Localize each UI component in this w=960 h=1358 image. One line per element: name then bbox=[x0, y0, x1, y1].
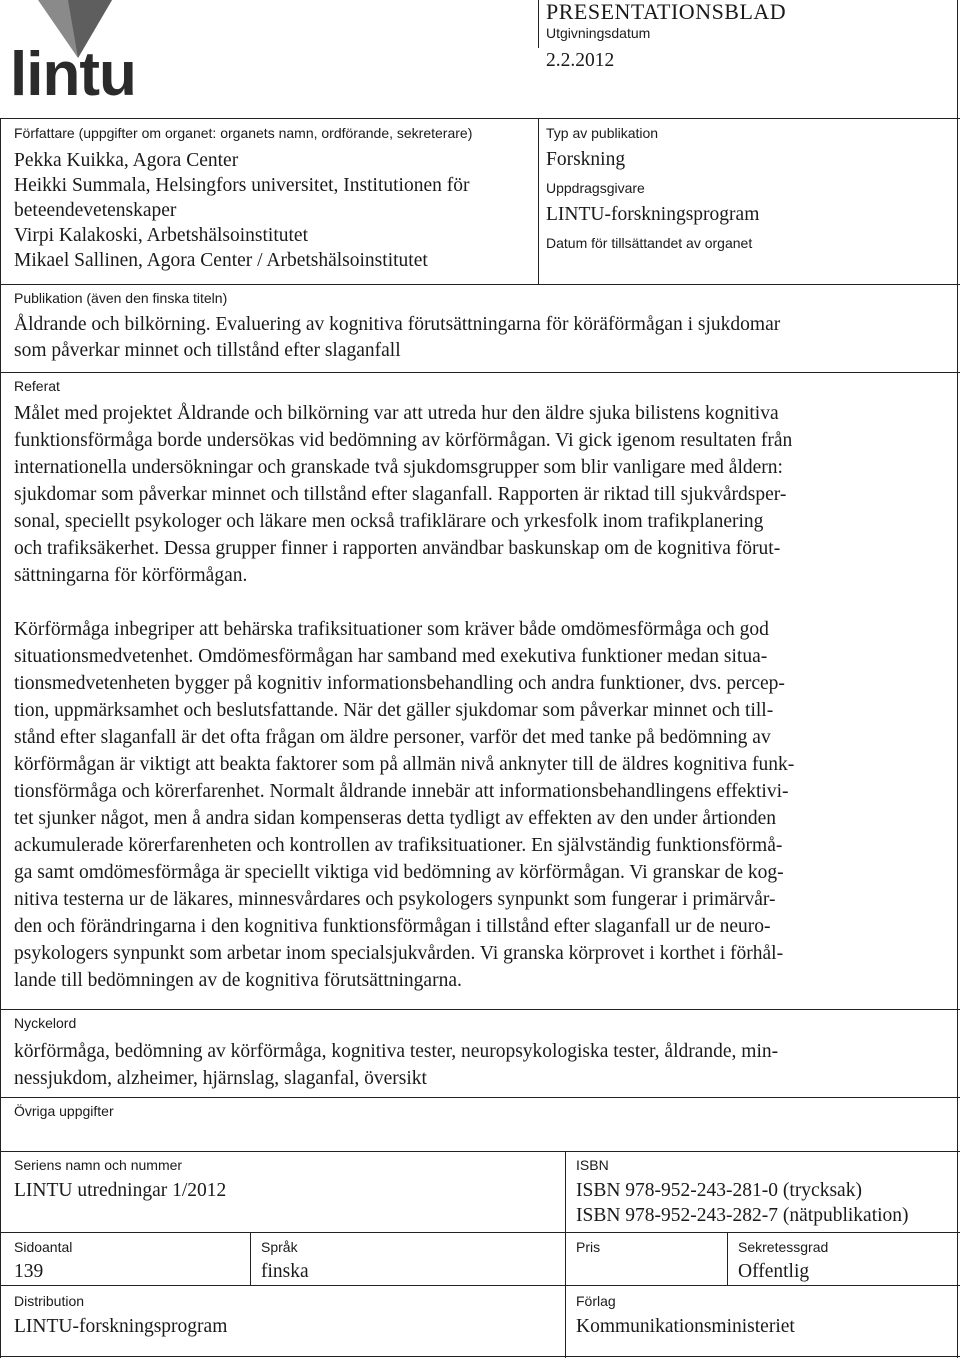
border-right bbox=[957, 0, 958, 1358]
language-value: finska bbox=[261, 1261, 309, 1282]
secrecy-value: Offentlig bbox=[738, 1261, 810, 1282]
abstract-line: Körförmåga inbegriper att behärska trafiksituationer som kräver både omdömesförmåga och god bbox=[14, 619, 769, 640]
issue-date-value: 2.2.2012 bbox=[546, 50, 615, 71]
rule-other bbox=[0, 1151, 960, 1152]
distribution-label: Distribution bbox=[14, 1293, 85, 1309]
rule-abstract bbox=[0, 1009, 960, 1010]
keywords-line: körförmåga, bedömning av körförmåga, kognitiva tester, neuropsykologiska tester, åldrande, min- bbox=[14, 1041, 779, 1062]
authors-divider bbox=[538, 118, 539, 284]
issue-date-label: Utgivningsdatum bbox=[546, 25, 651, 41]
publication-title bbox=[14, 312, 780, 364]
other-info-label: Övriga uppgifter bbox=[14, 1103, 114, 1119]
rule-pages bbox=[0, 1285, 960, 1286]
abstract-paragraph-1 bbox=[14, 400, 792, 589]
series-divider bbox=[565, 1151, 566, 1358]
publication-type-label: Typ av publikation bbox=[546, 125, 659, 141]
keywords-text bbox=[14, 1038, 778, 1092]
publication-title-line: Åldrande och bilkörning. Evaluering av kognitiva förutsättningarna för köräförmågan i sjukdomar bbox=[14, 314, 781, 335]
abstract-line: situationsmedvetenhet. Omdömesförmågan har samband med exekutiva funktioner medan situa- bbox=[14, 646, 768, 667]
abstract-line: den och förändringarna i den kognitiva funktionsförmågan i tillstånd efter slaganfall ur de neuro- bbox=[14, 916, 771, 937]
abstract-line: psykologers synpunkt som arbetar inom specialsjukvården. Vi granska körprovet i korthet i förhål- bbox=[14, 943, 784, 964]
abstract-line: sättningarna för körförmågan. bbox=[14, 565, 248, 586]
pages-value: 139 bbox=[14, 1261, 44, 1282]
publisher-value: Kommunikationsministeriet bbox=[576, 1316, 795, 1337]
abstract-line: funktionsförmåga borde undersökas vid bedömning av körförmågan. Vi gick igenom resultaten från bbox=[14, 430, 793, 451]
language-label: Språk bbox=[261, 1239, 298, 1255]
abstract-line: Målet med projektet Åldrande och bilkörning var att utreda hur den äldre sjuka bilistens kognitiva bbox=[14, 403, 779, 424]
abstract-label: Referat bbox=[14, 378, 60, 394]
document-title: PRESENTATIONSBLAD bbox=[546, 0, 787, 24]
authors-label: Författare (uppgifter om organet: organets namn, ordförande, sekreterare) bbox=[14, 125, 473, 141]
rule-bottom bbox=[0, 1356, 960, 1357]
border-left bbox=[0, 118, 1, 1358]
abstract-line: ackumulerade körerfarenheten och kontrollen av trafiksituationer. En självständig funktionsförmå- bbox=[14, 835, 783, 856]
abstract-line: tion, uppmärksamhet och beslutsfattande. När det gäller sjukdomar som påverkar minnet och till- bbox=[14, 700, 774, 721]
rule-keywords bbox=[0, 1097, 960, 1098]
rule-authors bbox=[0, 284, 960, 285]
abstract-line: ga samt omdömesförmåga är speciellt viktiga vid bedömning av körförmågan. Vi granskar de kog- bbox=[14, 862, 784, 883]
abstract-line: tet sjunker något, men å andra sidan kompenseras detta tydligt av effekten av den under årtionden bbox=[14, 808, 777, 829]
abstract-line: sonal, speciellt psykologer och läkare men också trafiklärare och yrkesfolk inom trafikplanering bbox=[14, 511, 764, 532]
series-value: LINTU utredningar 1/2012 bbox=[14, 1180, 227, 1201]
abstract-line: tionsförmåga och körerfarenhet. Normalt åldrande innebär att informationsbehandlingens effektivi- bbox=[14, 781, 789, 802]
isbn-line: ISBN 978-952-243-282-7 (nätpublikation) bbox=[576, 1205, 909, 1226]
appointment-date-label: Datum för tillsättandet av organet bbox=[546, 235, 753, 251]
lintu-logo bbox=[10, 0, 150, 115]
abstract-line: nitiva testerna ur de läkares, minnesvårdares och psykologers synpunkt som fungerar i primärvår- bbox=[14, 889, 776, 910]
author-line: Virpi Kalakoski, Arbetshälsoinstitutet bbox=[14, 225, 309, 246]
price-divider bbox=[727, 1232, 728, 1285]
secrecy-label: Sekretessgrad bbox=[738, 1239, 829, 1255]
abstract-line: internationella undersökningar och granskade två sjukdomsgrupper som blir vanligare med åldern: bbox=[14, 457, 783, 478]
isbn-label: ISBN bbox=[576, 1157, 609, 1173]
authors-list bbox=[14, 148, 469, 273]
author-line: beteendevetenskaper bbox=[14, 200, 177, 221]
rule-series bbox=[0, 1232, 960, 1233]
pages-label: Sidoantal bbox=[14, 1239, 73, 1255]
rule-publication bbox=[0, 372, 960, 373]
abstract-line: lande till bedömningen av de kognitiva förutsättningarna. bbox=[14, 970, 462, 991]
abstract-line: tionsmedvetenheten bygger på kognitiv informationsbehandling och andra funktioner, dvs. percep- bbox=[14, 673, 785, 694]
price-label: Pris bbox=[576, 1239, 601, 1255]
publication-type-value: Forskning bbox=[546, 149, 626, 170]
author-line: Heikki Summala, Helsingfors universitet, Institutionen för bbox=[14, 175, 470, 196]
abstract-line: körförmågan är viktigt att beakta faktorer som på allmän nivå anknyter till de äldres kognitiva funk- bbox=[14, 754, 795, 775]
commissioner-label: Uppdragsgivare bbox=[546, 180, 645, 196]
keywords-line: nessjukdom, alzheimer, hjärnslag, slaganfal, översikt bbox=[14, 1068, 427, 1089]
isbn-list bbox=[576, 1178, 909, 1228]
commissioner-value: LINTU-forskningsprogram bbox=[546, 204, 760, 225]
rule-top bbox=[0, 118, 960, 119]
author-line: Pekka Kuikka, Agora Center bbox=[14, 150, 239, 171]
publication-label: Publikation (även den finska titeln) bbox=[14, 290, 228, 306]
logo-wordmark: lintu bbox=[10, 40, 136, 109]
abstract-line: sjukdomar som påverkar minnet och tillstånd efter slaganfall. Rapporten är riktad till sjukvårdsper- bbox=[14, 484, 787, 505]
abstract-paragraph-2 bbox=[14, 616, 794, 994]
distribution-value: LINTU-forskningsprogram bbox=[14, 1316, 228, 1337]
abstract-line: och trafiksäkerhet. Dessa grupper finner i rapporten användbar baskunskap om de kognitiva förut- bbox=[14, 538, 781, 559]
author-line: Mikael Sallinen, Agora Center / Arbetshälsoinstitutet bbox=[14, 250, 428, 271]
keywords-label: Nyckelord bbox=[14, 1015, 77, 1031]
pages-divider bbox=[250, 1232, 251, 1285]
publisher-label: Förlag bbox=[576, 1293, 616, 1309]
abstract-line: stånd efter slaganfall är det ofta frågan om äldre personer, varför det med tanke på bedömning av bbox=[14, 727, 771, 748]
series-label: Seriens namn och nummer bbox=[14, 1157, 183, 1173]
isbn-line: ISBN 978-952-243-281-0 (trycksak) bbox=[576, 1180, 862, 1201]
publication-title-line: som påverkar minnet och tillstånd efter slaganfall bbox=[14, 340, 401, 361]
header-divider bbox=[538, 0, 539, 48]
